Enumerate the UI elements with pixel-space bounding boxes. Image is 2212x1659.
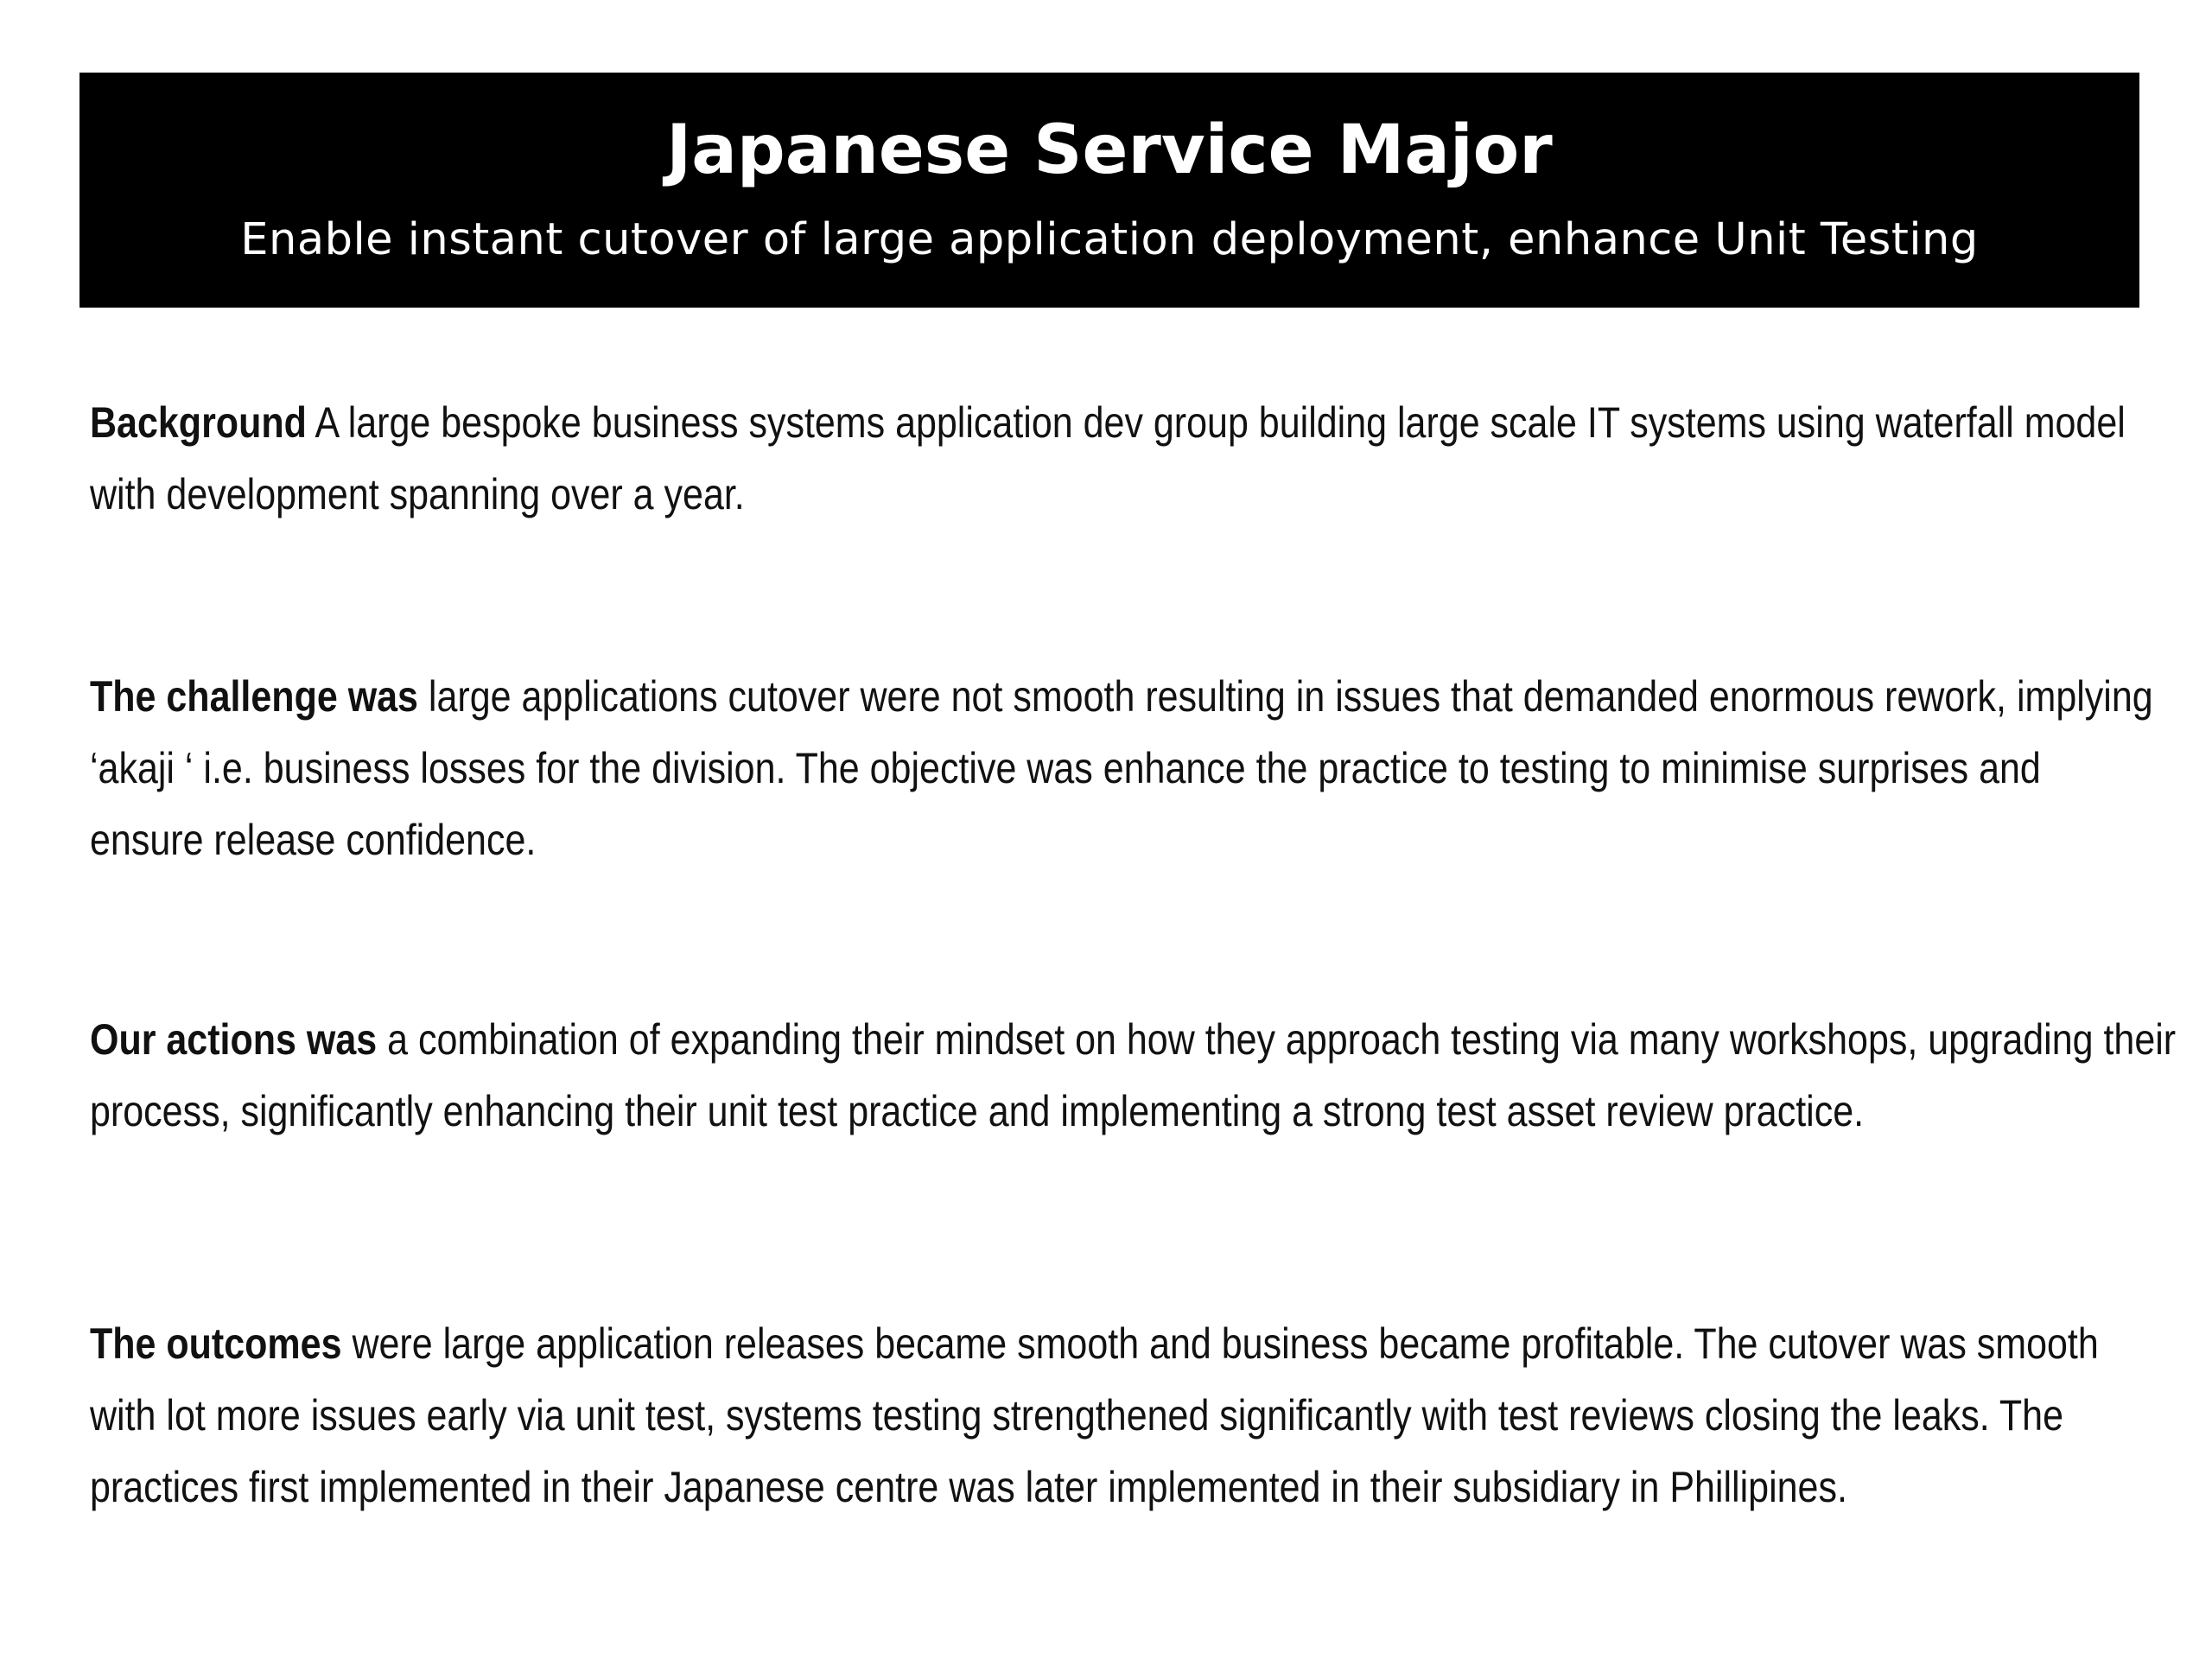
page-title: Japanese Service Major	[666, 111, 1553, 189]
challenge-section	[90, 661, 2163, 876]
background-section	[90, 387, 2163, 531]
background-text: A large bespoke business systems application dev group building large scale IT systems using waterfall model with development spanning over a year.	[90, 398, 2126, 518]
page-subtitle: Enable instant cutover of large application deployment, enhance Unit Testing	[240, 214, 1979, 265]
title-banner	[79, 73, 2139, 308]
background-heading: Background	[90, 398, 307, 447]
outcomes-text: were large application releases became smooth and business became profitable. The cutover was smooth with lot more issues early via unit test, systems testing strengthened significantly with test reviews closing the leaks. The practices first implemented in their Japanese centre was later implemented in their subsidiary in Phillipines.	[90, 1319, 2099, 1511]
outcomes-section	[90, 1308, 2148, 1523]
challenge-heading: The challenge was	[90, 672, 418, 721]
challenge-text: large applications cutover were not smooth resulting in issues that demanded enormous rework, implying ‘akaji ‘ i.e. business losses for the division. The objective was enhance the practice to testing to minimise surprises and ensure release confidence.	[90, 672, 2153, 864]
actions-text: a combination of expanding their mindset on how they approach testing via many workshops, upgrading their process, significantly enhancing their unit test practice and implementing a strong test asset review practice.	[90, 1015, 2177, 1135]
actions-heading: Our actions was	[90, 1015, 378, 1064]
actions-section	[90, 1004, 2178, 1147]
outcomes-heading: The outcomes	[90, 1319, 342, 1368]
